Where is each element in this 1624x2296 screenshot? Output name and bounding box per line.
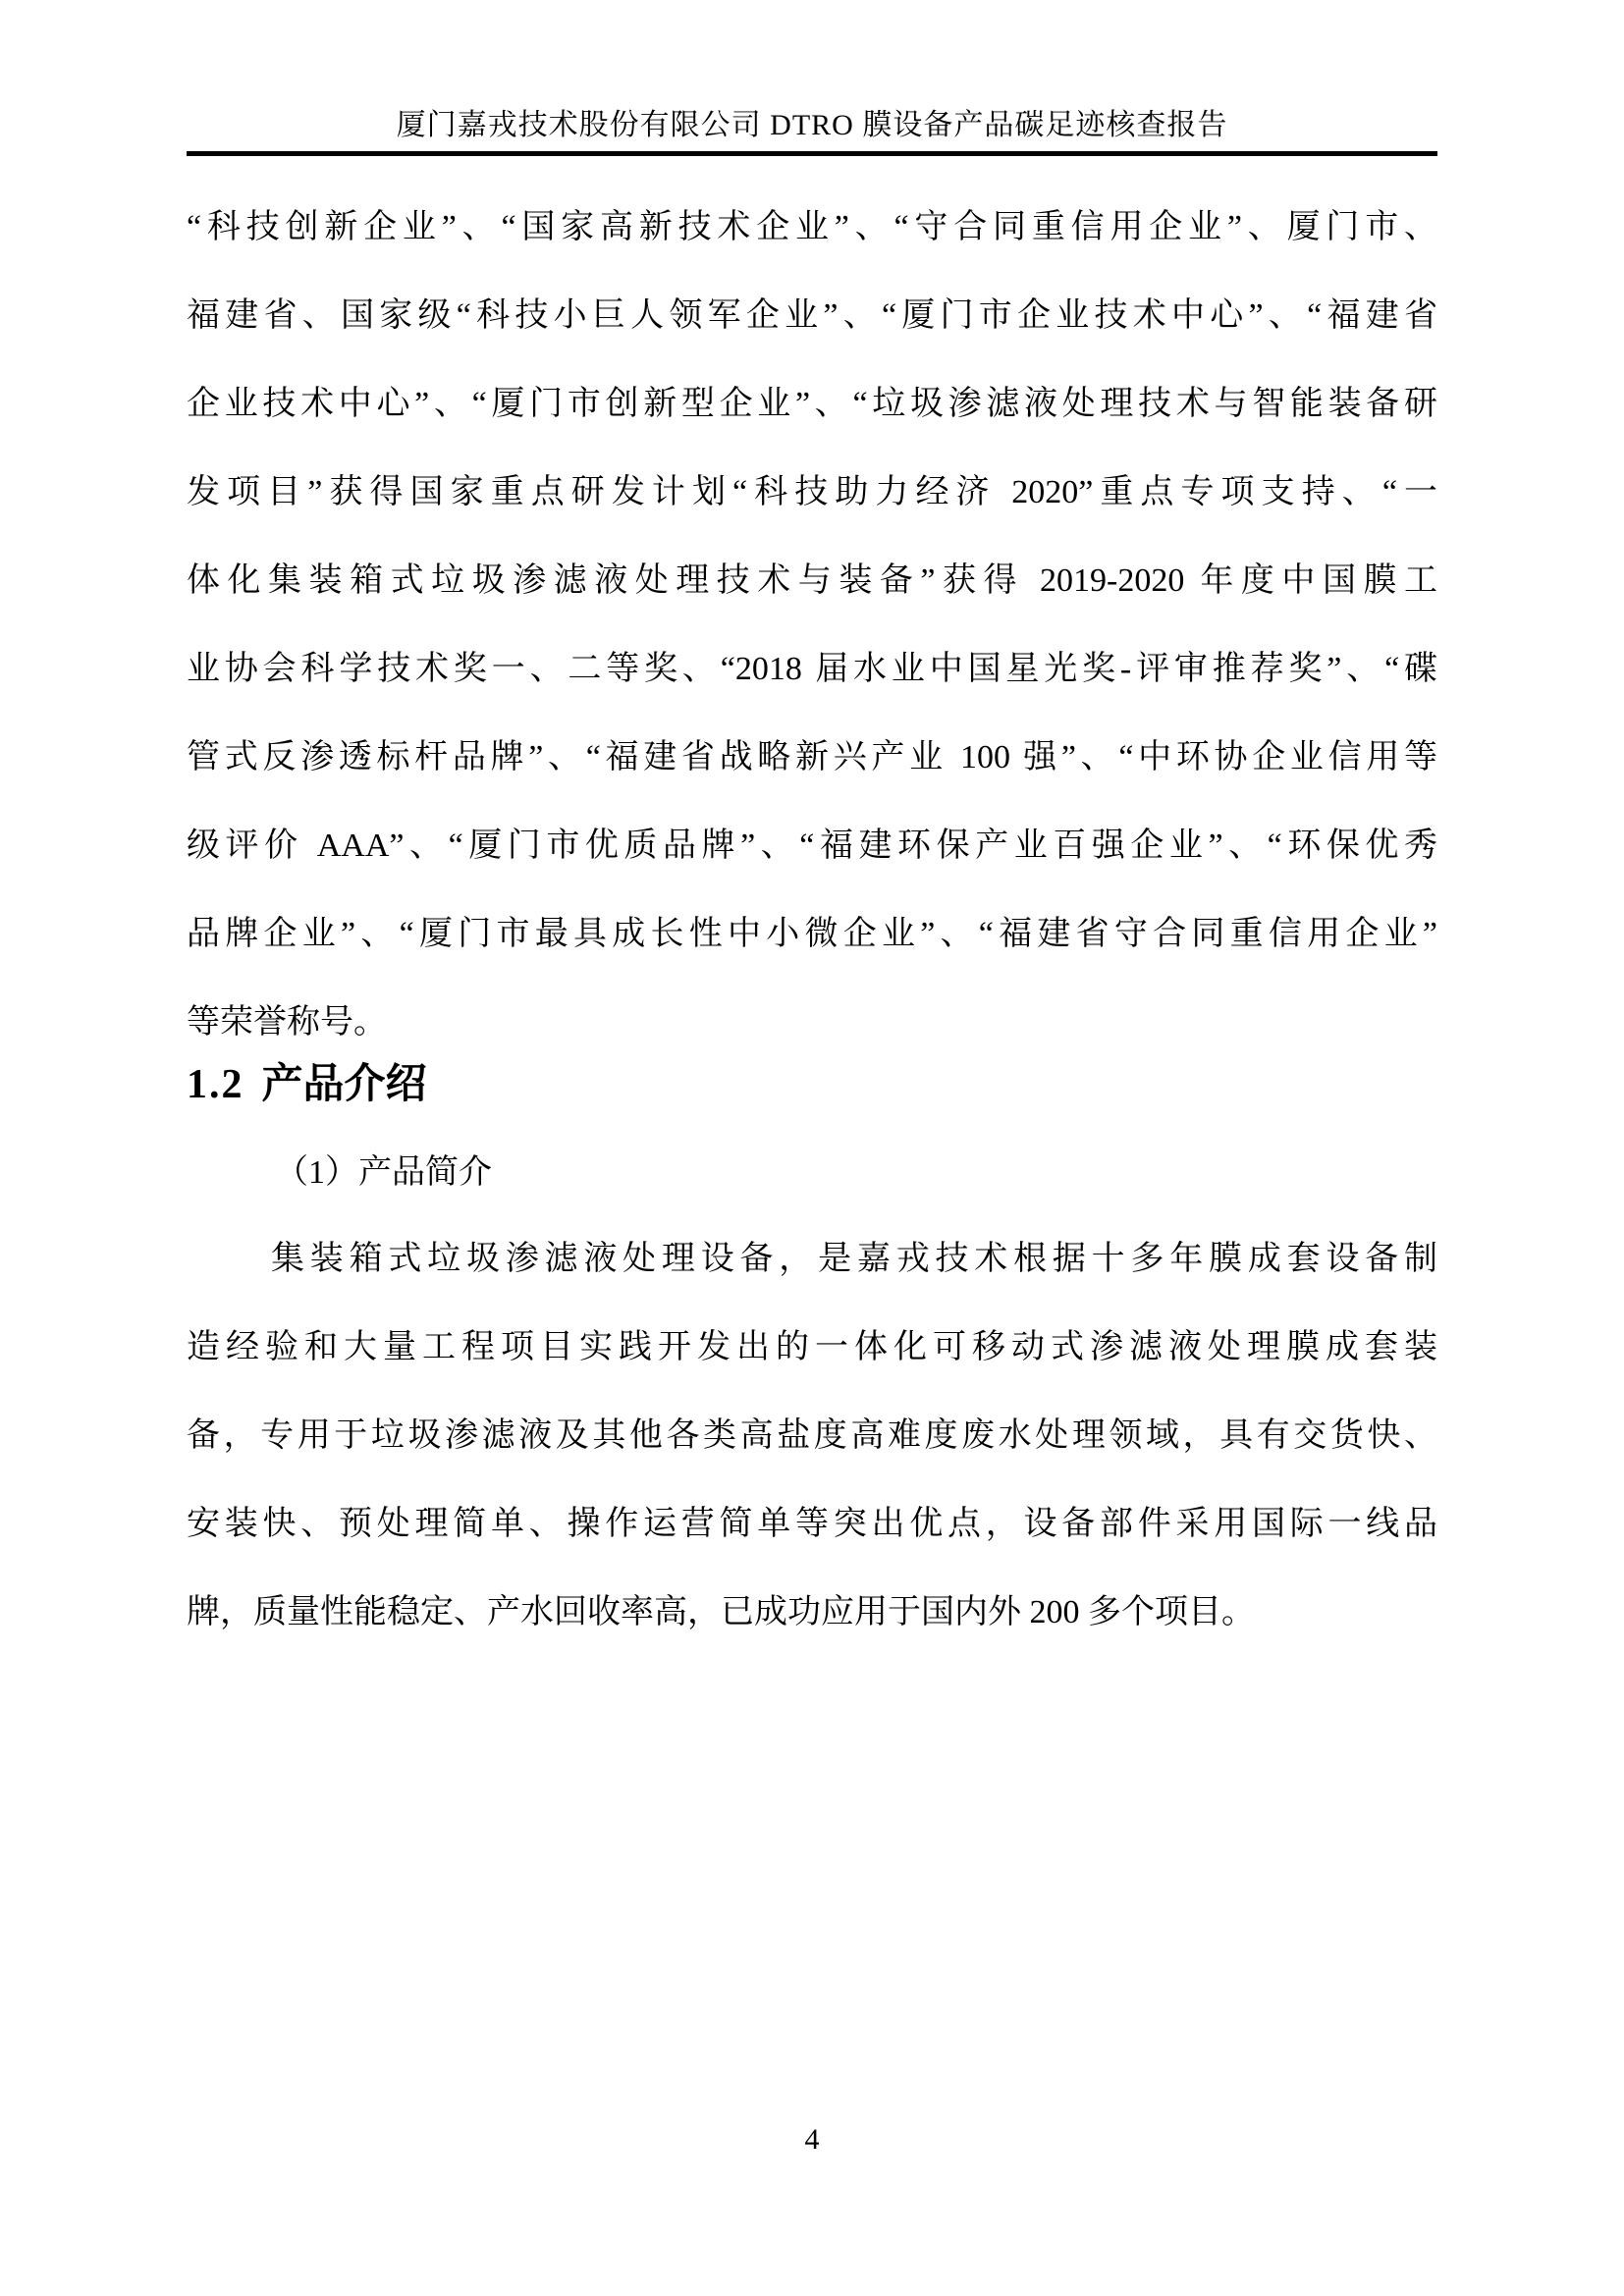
honors-paragraph: [187, 184, 1437, 1067]
section-number: 1.2: [187, 1062, 244, 1107]
paragraph-line: 企业技术中心”、“厦门市创新型企业”、“垃圾渗滤液处理技术与智能装备研: [187, 386, 1437, 422]
paragraph-line: 业协会科学技术奖一、二等奖、“2018 届水业中国星光奖-评审推荐奖”、“碟: [187, 651, 1437, 687]
paragraph-line: 备，专用于垃圾渗滤液及其他各类高盐度高难度废水处理领域，具有交货快、: [187, 1417, 1437, 1454]
paragraph-line: 牌，质量性能稳定、产水回收率高，已成功应用于国内外 200 多个项目。: [187, 1594, 1255, 1630]
paragraph-line: 发项目”获得国家重点研发计划“科技助力经济 2020”重点专项支持、“一: [187, 474, 1437, 510]
paragraph-line: 福建省、国家级“科技小巨人领军企业”、“厦门市企业技术中心”、“福建省: [187, 297, 1437, 334]
paragraph-line: 安装快、预处理简单、操作运营简单等突出优点，设备部件采用国际一线品: [187, 1506, 1437, 1542]
paragraph-line: 级评价 AAA”、“厦门市优质品牌”、“福建环保产业百强企业”、“环保优秀: [187, 828, 1437, 864]
paragraph-line: 集装箱式垃圾渗滤液处理设备，是嘉戎技术根据十多年膜成套设备制: [271, 1241, 1437, 1277]
section-heading: [187, 1052, 1437, 1117]
paragraph-line: 造经验和大量工程项目实践开发出的一体化可移动式渗滤液处理膜成套装: [187, 1329, 1437, 1365]
paragraph-line: 体化集装箱式垃圾渗滤液处理技术与装备”获得 2019-2020 年度中国膜工: [187, 562, 1437, 599]
subsection-title: （1）产品简介: [275, 1154, 492, 1191]
paragraph-line: “科技创新企业”、“国家高新技术企业”、“守合同重信用企业”、厦门市、: [187, 209, 1437, 245]
paragraph-line: 品牌企业”、“厦门市最具成长性中小微企业”、“福建省守合同重信用企业”: [187, 916, 1437, 952]
product-intro-paragraph: [187, 1215, 1437, 1657]
section-title: 产品介绍: [261, 1062, 427, 1107]
paragraph-line: 管式反渗透标杆品牌”、“福建省战略新兴产业 100 强”、“中环协企业信用等: [187, 739, 1437, 775]
page-header: [187, 104, 1437, 156]
paragraph-line: 等荣誉称号。: [187, 1004, 387, 1041]
header-title: 厦门嘉戎技术股份有限公司 DTRO 膜设备产品碳足迹核查报告: [396, 109, 1228, 141]
page-number: 4: [804, 2123, 820, 2156]
